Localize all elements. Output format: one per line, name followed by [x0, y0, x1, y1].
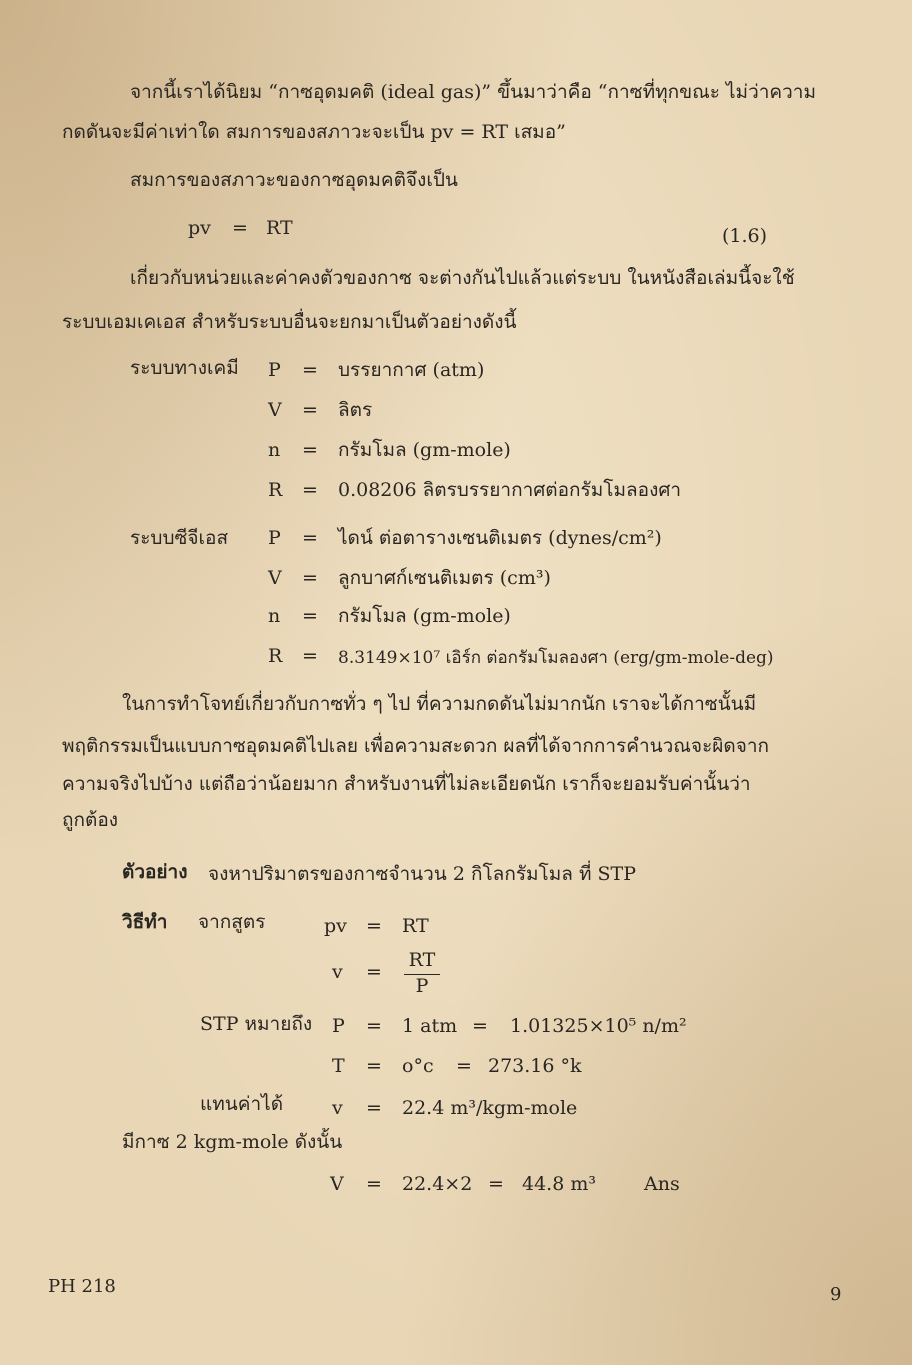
- unit-equals: =: [302, 527, 318, 549]
- equation-number: (1.6): [722, 225, 768, 247]
- formula-equals: =: [366, 961, 382, 983]
- unit-value: ลูกบาศก์เซนติเมตร (cm³): [338, 567, 551, 589]
- paragraph-line: ระบบเอมเคเอส สำหรับระบบอื่นจะยกมาเป็นตัวอย่างดังนี้: [62, 311, 517, 333]
- from-formula-label: จากสูตร: [198, 911, 266, 933]
- example-text: จงหาปริมาตรของกาซจำนวน 2 กิโลกรัมโมล ที่ STP: [208, 863, 637, 885]
- formula-lhs: V: [330, 1173, 344, 1195]
- unit-value: 8.3149×10⁷ เอิร์ก ต่อกรัมโมลองศา (erg/gm-mole-deg): [338, 648, 774, 668]
- paragraph-line: ถูกต้อง: [62, 809, 119, 831]
- unit-symbol: n: [268, 605, 281, 627]
- stp-label: STP หมายถึง: [200, 1013, 313, 1035]
- formula-lhs: v: [332, 1097, 343, 1119]
- fraction-numerator: RT: [408, 949, 436, 971]
- formula-mid: o°c: [402, 1055, 434, 1077]
- unit-symbol: P: [268, 359, 281, 381]
- intro-line: สมการของสภาวะของกาซอุดมคติจึงเป็น: [130, 169, 458, 191]
- formula-equals: =: [366, 1173, 382, 1195]
- unit-equals: =: [302, 399, 318, 421]
- unit-equals: =: [302, 439, 318, 461]
- formula-equals: =: [488, 1173, 504, 1195]
- cgs-system-label: ระบบซีจีเอส: [130, 527, 229, 549]
- equation-equals: =: [232, 217, 248, 239]
- equation-lhs: pv: [188, 217, 211, 239]
- unit-symbol: V: [268, 567, 282, 589]
- unit-equals: =: [302, 645, 318, 667]
- paragraph-line: พฤติกรรมเป็นแบบกาซอุดมคติไปเลย เพื่อความสะดวก ผลที่ได้จากการคำนวณจะผิดจาก: [62, 735, 770, 757]
- equation-rhs: RT: [266, 217, 293, 239]
- unit-value: กรัมโมล (gm-mole): [338, 605, 511, 627]
- paragraph-line: ในการทำโจทย์เกี่ยวกับกาซทั่ว ๆ ไป ที่ความกดดันไม่มากนัก เราจะได้กาซนั้นมี: [122, 693, 757, 715]
- unit-equals: =: [302, 605, 318, 627]
- paragraph-line: เกี่ยวกับหน่วยและค่าคงตัวของกาซ จะต่างกันไปแล้วแต่ระบบ ในหนังสือเล่มนี้จะใช้: [130, 267, 795, 289]
- unit-value: 0.08206 ลิตรบรรยากาศต่อกรัมโมลองศา: [338, 479, 682, 501]
- paragraph-line: จากนี้เราได้นิยม “กาซอุดมคติ (ideal gas)” ขึ้นมาว่าคือ “กาซที่ทุกขณะ ไม่ว่าความ: [130, 81, 816, 103]
- course-code: PH 218: [48, 1276, 116, 1297]
- fraction-denominator: P: [415, 975, 429, 997]
- formula-lhs: v: [332, 961, 343, 983]
- formula-rhs: 273.16 °k: [488, 1055, 582, 1077]
- formula-rhs: 1.01325×10⁵ n/m²: [510, 1015, 687, 1037]
- formula-mid: 22.4×2: [402, 1173, 473, 1195]
- formula-equals: =: [366, 1015, 382, 1037]
- formula-rhs: RT: [402, 915, 429, 937]
- formula-equals: =: [366, 915, 382, 937]
- formula-equals: =: [472, 1015, 488, 1037]
- chem-system-label: ระบบทางเคมี: [130, 357, 239, 379]
- formula-lhs: pv: [324, 915, 347, 937]
- unit-value: ลิตร: [338, 399, 373, 421]
- unit-equals: =: [302, 359, 318, 381]
- unit-value: กรัมโมล (gm-mole): [338, 439, 511, 461]
- unit-symbol: R: [268, 479, 283, 501]
- formula-lhs: T: [332, 1055, 345, 1077]
- paragraph-line: ความจริงไปบ้าง แต่ถือว่าน้อยมาก สำหรับงานที่ไม่ละเอียดนัก เราก็จะยอมรับค่านั้นว่า: [62, 773, 751, 795]
- page-number: 9: [830, 1284, 842, 1305]
- formula-equals: =: [456, 1055, 472, 1077]
- unit-equals: =: [302, 567, 318, 589]
- formula-rhs: 44.8 m³: [522, 1173, 596, 1195]
- have-gas-label: มีกาซ 2 kgm-mole ดังนั้น: [122, 1131, 343, 1153]
- formula-lhs: P: [332, 1015, 345, 1037]
- answer-mark: Ans: [644, 1173, 680, 1195]
- unit-symbol: V: [268, 399, 282, 421]
- unit-symbol: P: [268, 527, 281, 549]
- substitute-label: แทนค่าได้: [200, 1093, 284, 1115]
- unit-value: ไดน์ ต่อตารางเซนติเมตร (dynes/cm²): [338, 527, 662, 549]
- unit-value: บรรยากาศ (atm): [338, 359, 485, 381]
- solution-label: วิธีทำ: [122, 911, 168, 933]
- unit-equals: =: [302, 479, 318, 501]
- formula-equals: =: [366, 1097, 382, 1119]
- paragraph-line: กดดันจะมีค่าเท่าใด สมการของสภาวะจะเป็น pv = RT เสมอ”: [62, 121, 566, 143]
- example-label: ตัวอย่าง: [122, 861, 188, 883]
- formula-equals: =: [366, 1055, 382, 1077]
- unit-symbol: n: [268, 439, 281, 461]
- formula-rhs: 22.4 m³/kgm-mole: [402, 1097, 578, 1119]
- unit-symbol: R: [268, 645, 283, 667]
- formula-mid: 1 atm: [402, 1015, 458, 1037]
